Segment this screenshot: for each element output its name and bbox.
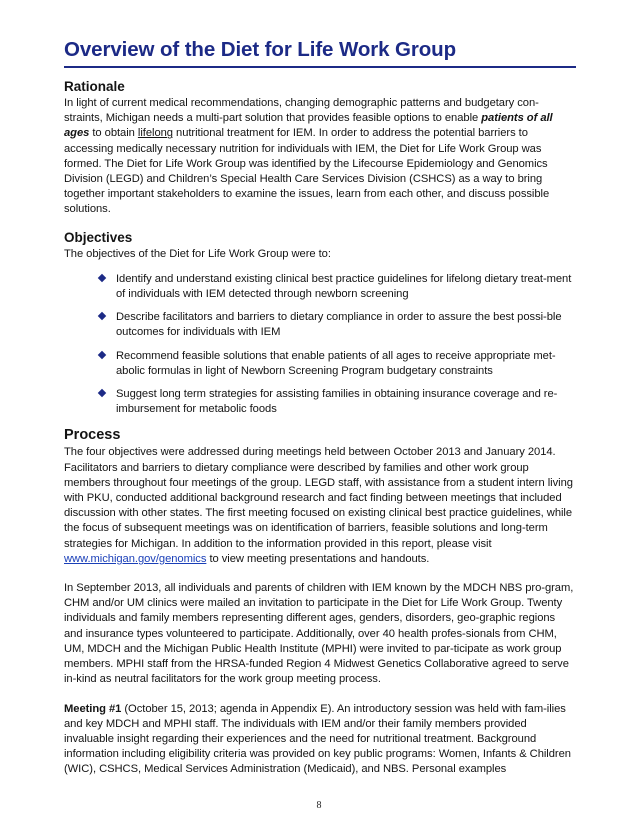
meeting-text: (October 15, 2013; agenda in Appendix E). An introductory session was held with fam-ilies and key MDCH and MPHI staff. The individuals with IEM and/or their family members provided invaluable insight regarding their experiences and the need for nutritional treatment. Background information including eligibility criteria was provided on key public programs: Women, Infants & Children (WIC), CSHCS, Medical Services Administration (Medicaid), and NBS. Personal examples (64, 702, 571, 776)
title-divider (64, 66, 576, 68)
objectives-list (64, 272, 576, 418)
objective-text: Suggest long term strategies for assisting families in obtaining insurance coverage and re-imbursement for metabolic foods (116, 388, 558, 416)
process-paragraph-2: In September 2013, all individuals and parents of children with IEM known by the MDCH NBS pro-gram, CHM and/or UM clinics were mailed an invitation to participate in the Diet for Life Work Group. Twenty individuals and family members representing different ages, genders, disorders, geo-graphic regions and insurance types volunteered to participate. Additionally, over 40 health profes-sionals from CHM, UM, MDCH and the Michigan Public Health Institute (MPHI) were invited to par-ticipate as work group members. MPHI staff from the HRSA-funded Region 4 Midwest Genetics Collaborative agreed to serve in-kind as neutral facilitators for the work group meeting process. (64, 582, 574, 686)
diamond-bullet-icon (98, 312, 106, 320)
process-heading: Process (64, 427, 121, 444)
process-paragraph-1 (64, 445, 576, 567)
rationale-emphasis: patients of all ages (64, 112, 553, 140)
rationale-text-2: to obtain (89, 127, 138, 140)
objectives-intro: The objectives of the Diet for Life Work Group were to: (64, 247, 331, 260)
objective-text: Describe facilitators and barriers to dietary compliance in order to assure the best possi-ble outcomes for individuals with IEM (116, 311, 562, 339)
genomics-link[interactable]: www.michigan.gov/genomics (64, 552, 207, 565)
diamond-bullet-icon (98, 274, 106, 282)
rationale-text-3: nutritional treatment for IEM. In order to address the potential barriers to accessing medically necessary nutrition for individuals with IEM, the Diet for Life Work Group was formed. The Diet for Life Work Group was identified by the Lifecourse Epidemiology and Genomics Division (LEGD) and Children’s Special Health Care Services Division (CSHCS) as a way to bring together important stakeholders to examine the issues, learn from each other, and discuss possible solutions. (64, 127, 550, 216)
rationale-paragraph (64, 96, 576, 218)
process-paragraph-3 (64, 702, 576, 778)
list-item (116, 272, 576, 302)
process-text-1: The four objectives were addressed during meetings held between October 2013 and January 2014. Facilitators and barriers to dietary compliance were described by families and other work group members throughout four meetings of the group. LEGD staff, with assistance from a student intern living with PKU, conducted additional background research and fact finding between meetings that included discussion with other states. The first meeting focused on existing clinical best practice guidelines, while the focus of subsequent meetings was on identification of barriers, feasible solutions and long-term strategies for Michigan. In addition to the information provided in this report, please visit (64, 446, 573, 550)
rationale-text-1: In light of current medical recommendations, changing demographic patterns and budgetary con-straints, Michigan needs a multi-part solution that provides feasible options to enable (64, 97, 539, 125)
list-item (116, 310, 576, 340)
process-text-2: to view meeting presentations and handouts. (206, 552, 430, 565)
objective-text: Identify and understand existing clinical best practice guidelines for lifelong dietary treat-ment of individuals with IEM detected through newborn screening (116, 272, 572, 301)
objective-text: Recommend feasible solutions that enable patients of all ages to receive appropriate met-abolic formulas in light of Newborn Screening Program budgetary constraints (116, 349, 556, 377)
rationale-underlined: lifelong (137, 127, 173, 140)
page-number: 8 (316, 800, 322, 811)
meeting-label: Meeting #1 (64, 702, 122, 715)
diamond-bullet-icon (98, 389, 106, 397)
diamond-bullet-icon (98, 350, 106, 358)
page-title: Overview of the Diet for Life Work Group (64, 38, 457, 61)
objectives-heading: Objectives (64, 229, 133, 245)
list-item (116, 387, 576, 417)
rationale-heading: Rationale (64, 79, 125, 94)
list-item (116, 349, 576, 379)
